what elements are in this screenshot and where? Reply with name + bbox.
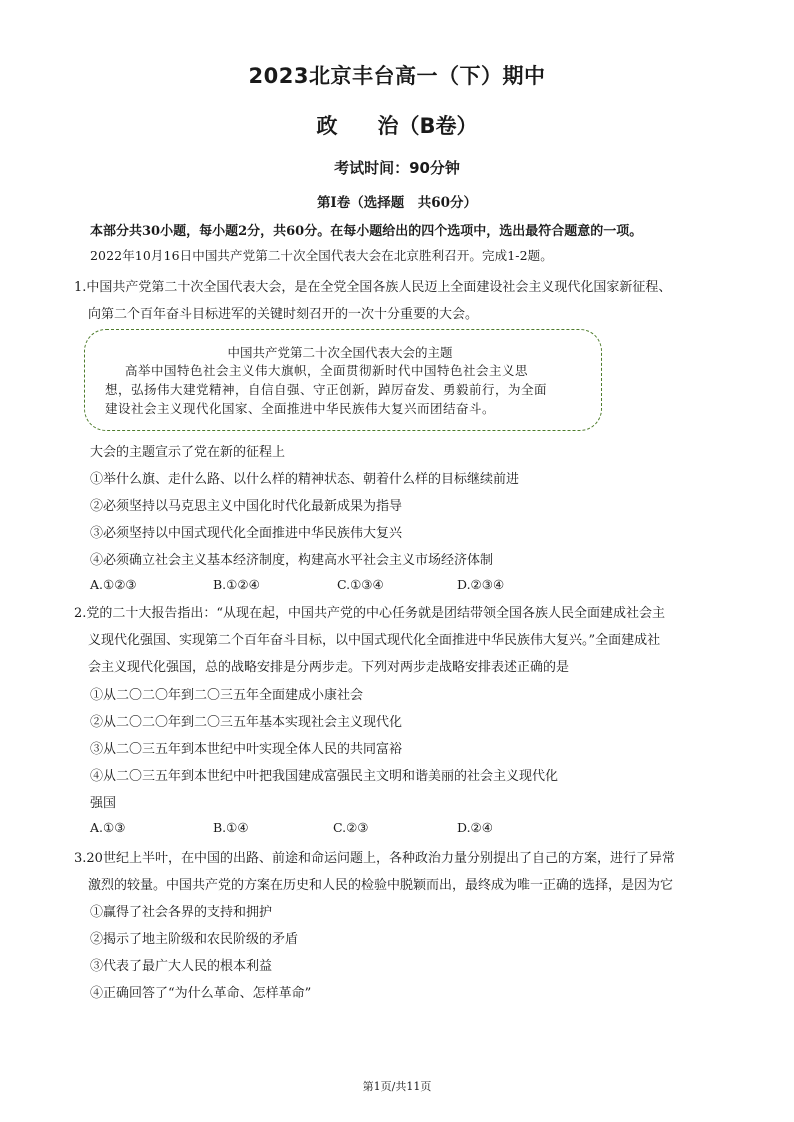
q3-stem-line-2: 激烈的较量。中国共产党的方案在历史和人民的检验中脱颖而出，最终成为唯一正确的选择，是因为它 [88,878,674,893]
q1-theme-box-line-3: 建设社会主义现代化国家、全面推进中华民族伟大复兴而团结奋斗。 [105,401,496,416]
q3-item-4: ④正确回答了“为什么革命、怎样革命” [90,986,312,1001]
q1-option-a: A.①②③ [90,577,137,592]
q1-stem-line-2: 向第二个百年奋斗目标进军的关键时刻召开的一次十分重要的大会。 [88,307,479,322]
page-number: 第1页/共11页 [362,1080,432,1093]
q1-item-2: ②必须坚持以马克思主义中国化时代化最新成果为指导 [90,499,403,514]
q2-option-c: C.②③ [333,820,369,835]
q2-stem-line-1: 2.党的二十大报告指出：“从现在起，中国共产党的中心任务就是团结带领全国各族人民全面建成社会主 [74,606,666,621]
q2-stem-line-2: 义现代化强国、实现第二个百年奋斗目标，以中国式现代化全面推进中华民族伟大复兴。”全面建成社 [88,633,661,648]
q2-option-d: D.②④ [457,820,493,835]
q2-item-3: ③从二〇三五年到本世纪中叶实现全体人民的共同富裕 [90,742,403,757]
q3-stem-line-1: 3.20世纪上半叶，在中国的出路、前途和命运问题上，各种政治力量分别提出了自己的方案，进行了异常 [74,851,675,866]
q2-item-1: ①从二〇二〇年到二〇三五年全面建成小康社会 [90,688,364,703]
q1-lead: 大会的主题宣示了党在新的征程上 [90,445,286,460]
q1-option-c: C.①③④ [337,577,384,592]
subject-left: 政 [316,114,338,138]
q1-stem-line-1: 1.中国共产党第二十次全国代表大会，是在全党全国各族人民迈上全面建设社会主义现代化国家新征程、 [74,280,672,295]
q3-item-3: ③代表了最广大人民的根本利益 [90,959,273,974]
subject-title [0,110,794,140]
q3-item-2: ②揭示了地主阶级和农民阶级的矛盾 [90,932,299,947]
q1-option-b: B.①②④ [213,577,260,592]
exam-time: 考试时间：90分钟 [334,159,460,177]
q1-option-d: D.②③④ [457,577,505,592]
q2-stem-line-3: 会主义现代化强国，总的战略安排是分两步走。下列对两步走战略安排表述正确的是 [88,660,570,675]
q1-item-4: ④必须确立社会主义基本经济制度，构建高水平社会主义市场经济体制 [90,553,494,568]
section-instructions: 本部分共30小题，每小题2分，共60分。在每小题给出的四个选项中，选出最符合题意的一项。 [90,224,643,239]
section-title: 第Ⅰ卷（选择题 共60分） [316,195,478,211]
q1-theme-box-line-2: 想，弘扬伟大建党精神，自信自强、守正创新，踔厉奋发、勇毅前行，为全面 [105,382,548,397]
q1-item-3: ③必须坚持以中国式现代化全面推进中华民族伟大复兴 [90,526,403,541]
subject-right: 治（B卷） [377,114,478,138]
q2-item-2: ②从二〇二〇年到二〇三五年基本实现社会主义现代化 [90,715,403,730]
q2-option-b: B.①④ [213,820,249,835]
q1-theme-box-line-1: 高举中国特色社会主义伟大旗帜，全面贯彻新时代中国特色社会主义思 [125,363,529,378]
q1-theme-box-title: 中国共产党第二十次全国代表大会的主题 [227,345,453,360]
q2-item-4-cont: 强国 [90,796,117,811]
q3-item-1: ①赢得了社会各界的支持和拥护 [90,905,273,920]
q2-option-a: A.①③ [90,820,126,835]
section-intro: 2022年10月16日中国共产党第二十次全国代表大会在北京胜利召开。完成1-2题。 [90,248,553,263]
exam-title: 2023北京丰台高一（下）期中 [248,64,546,88]
q2-item-4: ④从二〇三五年到本世纪中叶把我国建成富强民主文明和谐美丽的社会主义现代化 [90,769,559,784]
q1-item-1: ①举什么旗、走什么路、以什么样的精神状态、朝着什么样的目标继续前进 [90,472,520,487]
